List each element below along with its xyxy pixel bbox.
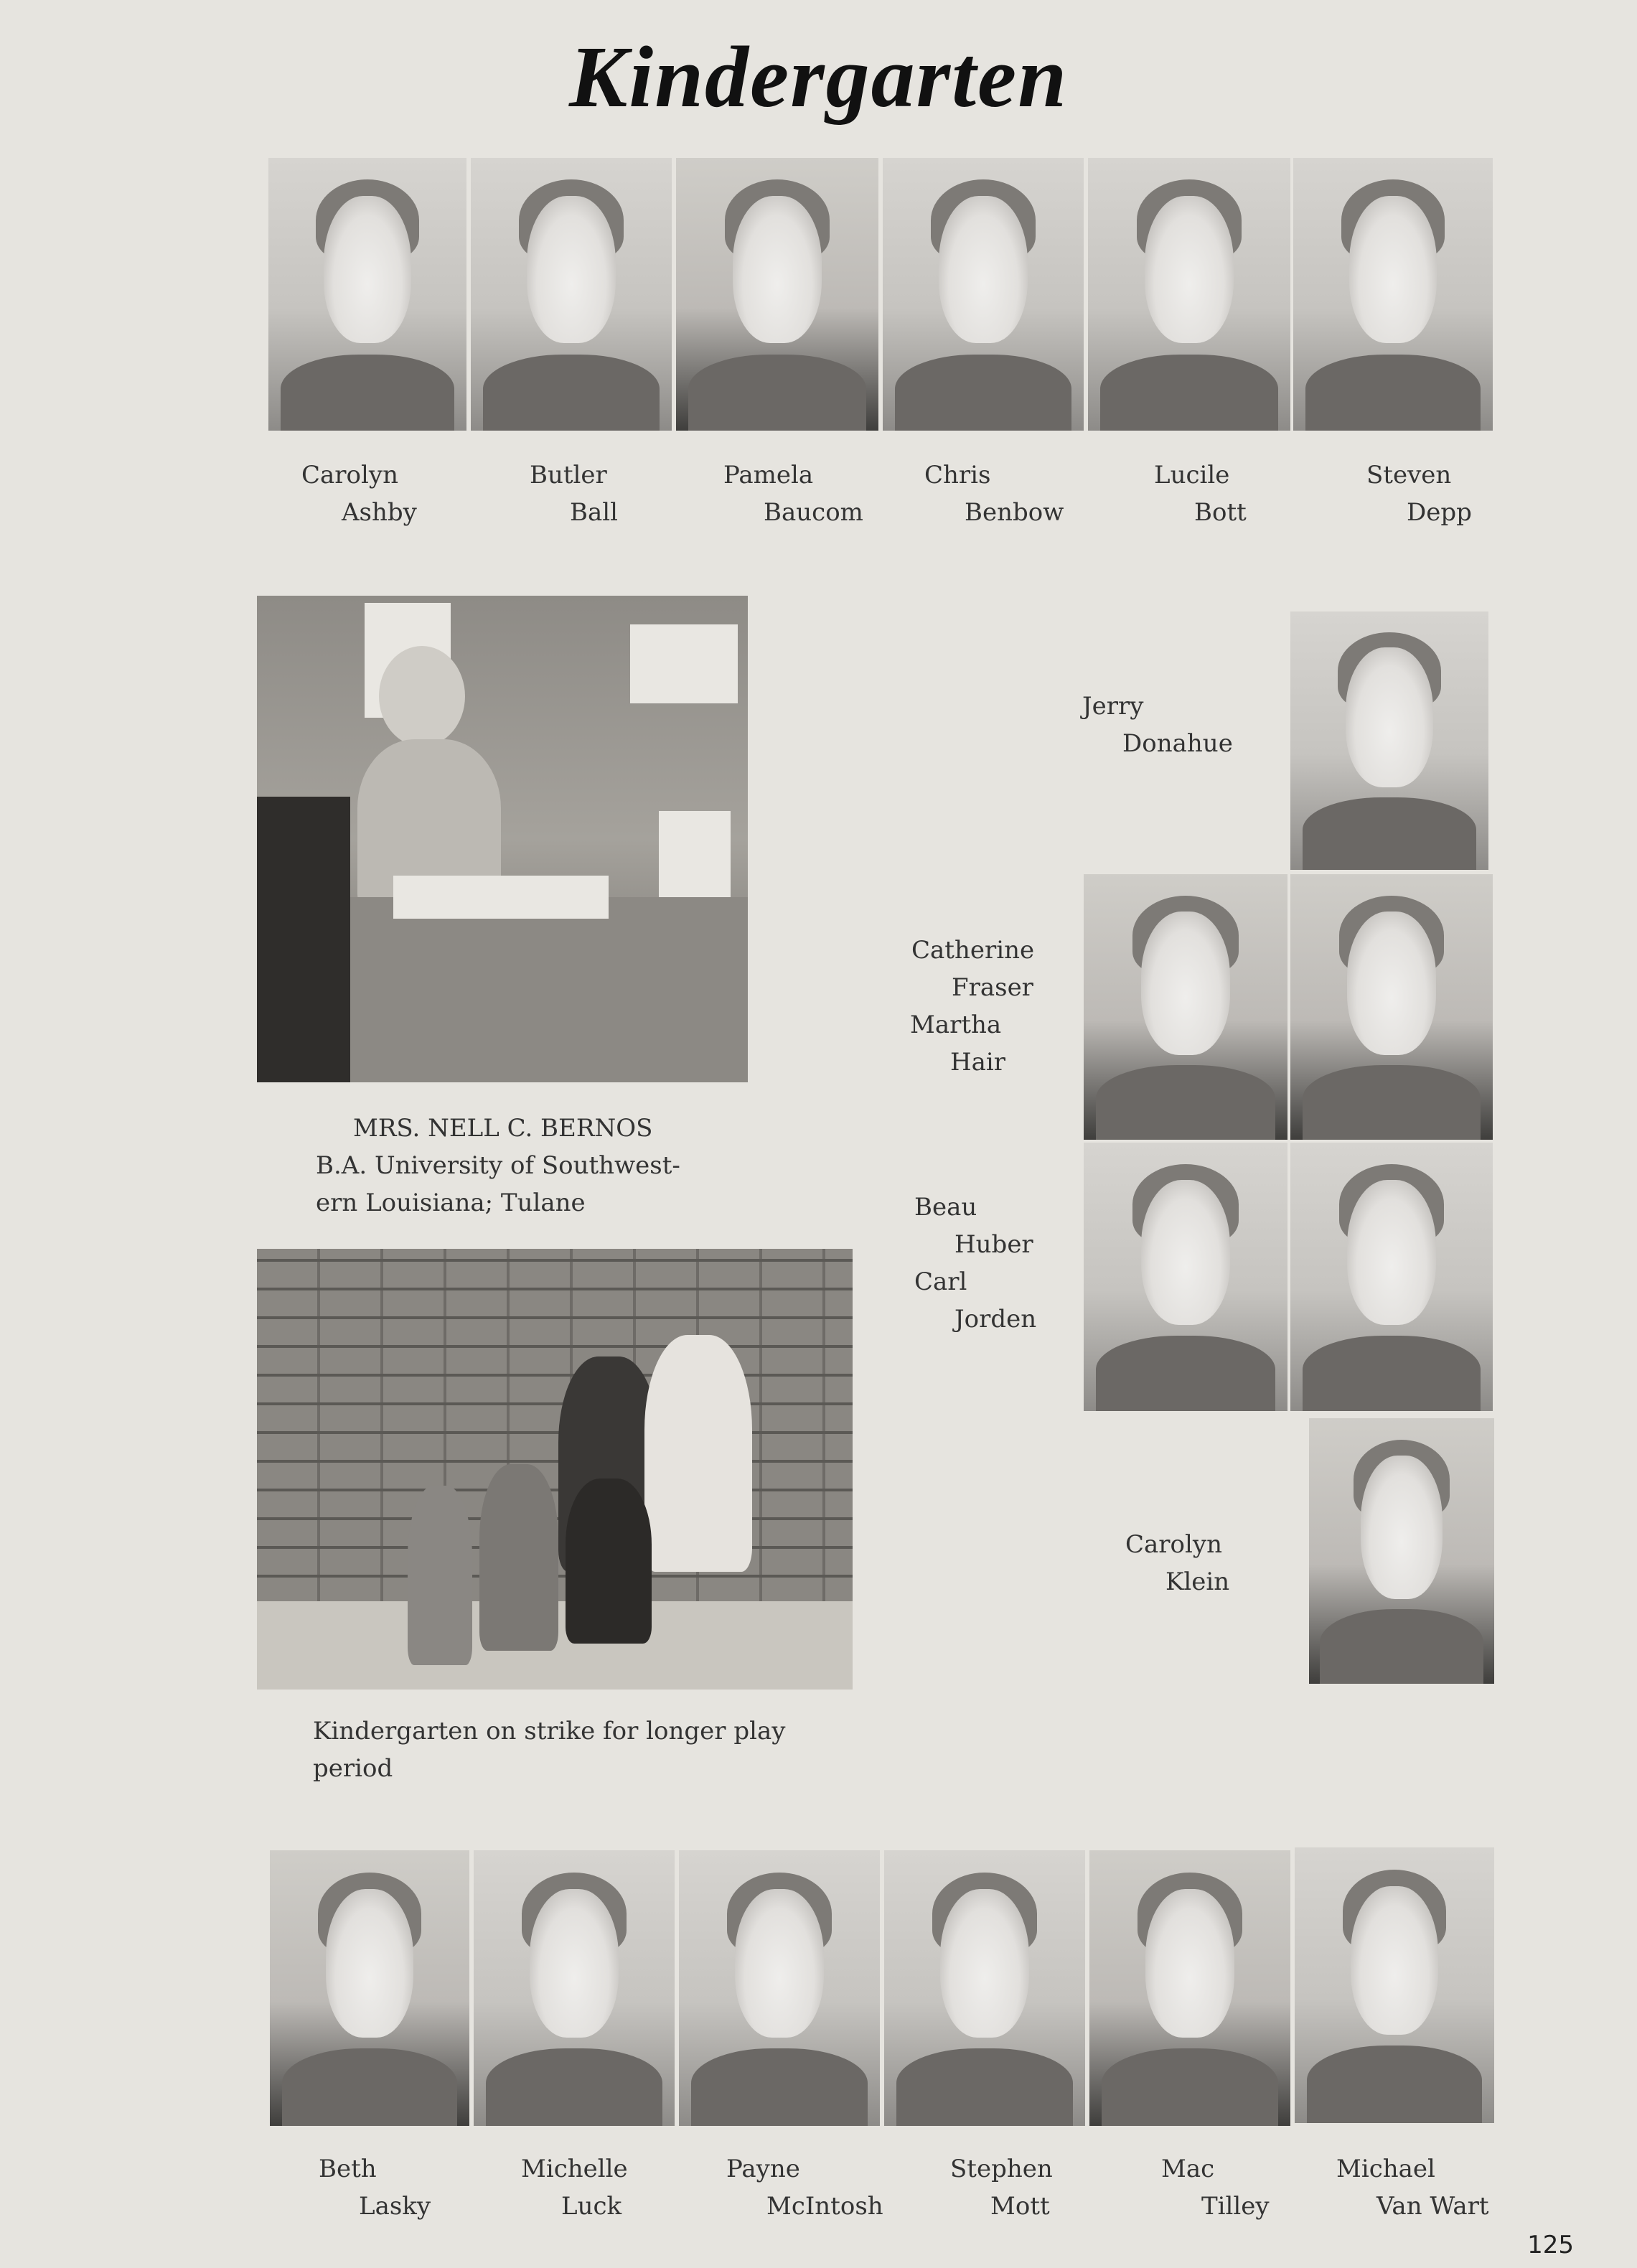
name-catherine-fraser: Catherine Fraser [911,936,1035,1002]
name-carl-jorden: Carl Jorden [914,1267,1037,1334]
portrait-michael-van-wart [1295,1847,1494,2123]
teacher-photo [257,596,748,1082]
name-mac-tilley: Mac Tilley [1161,2155,1270,2221]
name-pamela-baucom: Pamela Baucom [723,461,863,527]
portrait-carolyn-klein [1309,1418,1494,1684]
portrait-jerry-donahue [1290,611,1488,870]
portrait-carl-jorden [1290,1143,1493,1411]
name-butler-ball: Butler Ball [530,461,619,527]
page-title: Kindergarten [568,29,1069,126]
portrait-butler-ball [471,158,672,431]
name-beth-lasky: Beth Lasky [319,2155,431,2221]
portrait-michelle-luck [474,1850,675,2126]
portrait-catherine-fraser [1084,874,1287,1140]
name-martha-hair: Martha Hair [910,1011,1006,1077]
name-steven-depp: Steven Depp [1366,461,1472,527]
portrait-payne-mcintosh [679,1850,880,2126]
group-photo-caption-line1: Kindergarten on strike for longer play [313,1717,786,1745]
name-beau-huber: Beau Huber [914,1193,1033,1259]
portrait-stephen-mott [884,1850,1085,2126]
portrait-mac-tilley [1089,1850,1290,2126]
portrait-beau-huber [1084,1143,1287,1411]
portrait-chris-benbow [883,158,1084,431]
name-michelle-luck: Michelle Luck [521,2155,628,2221]
page-number: 125 [1527,2231,1574,2259]
group-photo-caption-line2: period [313,1754,393,1783]
name-michael-van-wart: Michael Van Wart [1336,2155,1489,2221]
portrait-steven-depp [1293,158,1493,431]
name-jerry-donahue: Jerry Donahue [1082,692,1233,758]
group-photo [257,1249,853,1690]
name-carolyn-klein: Carolyn Klein [1125,1530,1230,1596]
teacher-name: MRS. NELL C. BERNOS [353,1114,653,1143]
teacher-credentials-line1: B.A. University of Southwest- [316,1151,680,1180]
portrait-beth-lasky [270,1850,469,2126]
name-carolyn-ashby: Carolyn Ashby [301,461,417,527]
portrait-lucile-bott [1088,158,1290,431]
portrait-martha-hair [1290,874,1493,1140]
name-payne-mcintosh: Payne McIntosh [726,2155,883,2221]
name-stephen-mott: Stephen Mott [950,2155,1053,2221]
portrait-pamela-baucom [676,158,878,431]
name-chris-benbow: Chris Benbow [924,461,1064,527]
name-lucile-bott: Lucile Bott [1154,461,1247,527]
teacher-credentials-line2: ern Louisiana; Tulane [316,1189,586,1217]
portrait-carolyn-ashby [268,158,466,431]
